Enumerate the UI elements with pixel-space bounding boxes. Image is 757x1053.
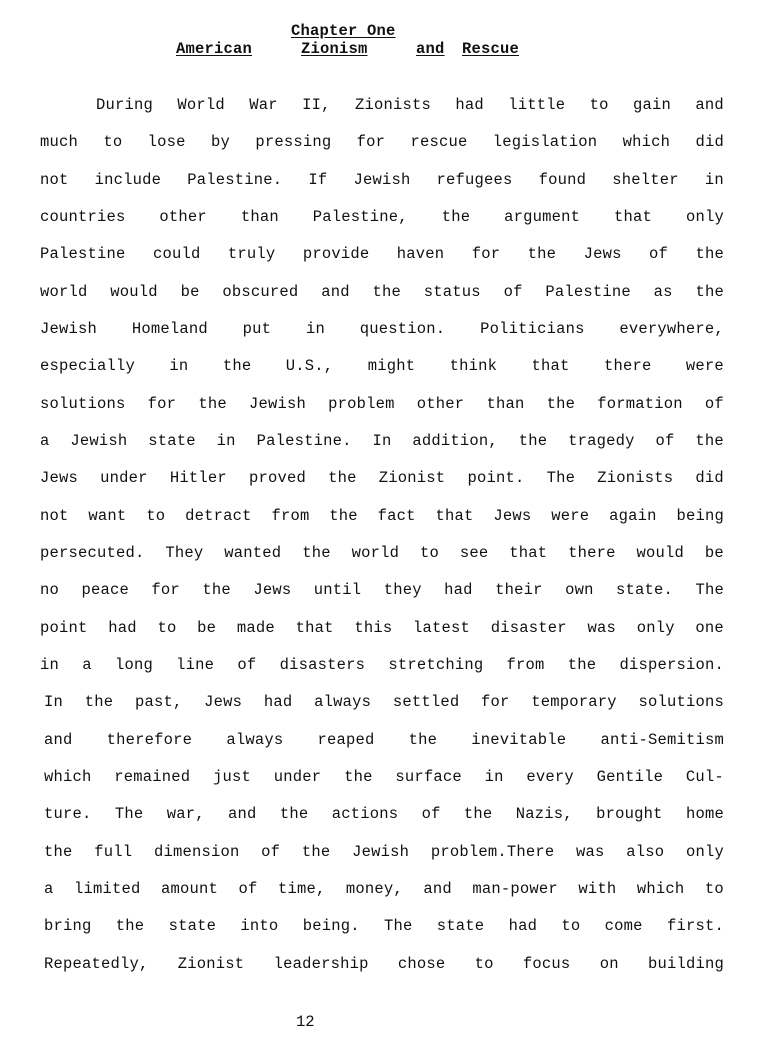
body-word: war, <box>166 805 205 823</box>
body-word: settled <box>392 693 460 711</box>
body-word: dispersion. <box>619 656 724 674</box>
body-word: shelter <box>612 171 679 189</box>
body-line <box>40 618 724 638</box>
body-line <box>44 842 724 862</box>
body-word: which <box>44 768 92 786</box>
body-word: Gentile <box>596 768 664 786</box>
body-word: wanted <box>224 544 282 562</box>
body-word: in <box>484 768 504 786</box>
body-word: for <box>356 133 386 151</box>
body-word: War <box>249 96 278 114</box>
body-word: a <box>82 656 92 674</box>
body-word: that <box>435 507 474 525</box>
chapter-title-rescue: Rescue <box>462 40 520 58</box>
body-word: for <box>151 581 180 599</box>
body-line <box>40 170 724 190</box>
body-word: from <box>506 656 545 674</box>
body-word: of <box>261 843 281 861</box>
body-word: remained <box>114 768 191 786</box>
body-word: did <box>695 133 724 151</box>
body-word: the <box>84 693 114 711</box>
body-line <box>40 207 724 227</box>
body-word: a <box>44 880 54 898</box>
body-word: which <box>636 880 685 898</box>
body-line <box>44 954 724 974</box>
body-word: be <box>704 544 724 562</box>
body-word: man-power <box>472 880 558 898</box>
body-word: had <box>108 619 137 637</box>
body-word: the <box>44 843 73 861</box>
body-word: Jews <box>583 245 622 263</box>
body-word: Palestine <box>545 283 631 301</box>
body-word: with <box>578 880 617 898</box>
body-word: state <box>436 917 485 935</box>
body-word: of <box>421 805 441 823</box>
body-word: there <box>568 544 616 562</box>
body-word: problem <box>328 395 395 413</box>
body-word: and <box>44 731 73 749</box>
body-word: surface <box>395 768 462 786</box>
body-word: the <box>408 731 438 749</box>
body-word: anti-Semitism <box>600 731 724 749</box>
body-word: had <box>444 581 473 599</box>
body-word: to <box>419 544 439 562</box>
body-word: of <box>238 880 258 898</box>
body-word: disaster <box>490 619 567 637</box>
body-word: to <box>561 917 581 935</box>
body-word: to <box>103 133 123 151</box>
body-word: be <box>180 283 200 301</box>
body-word: other <box>159 208 207 226</box>
body-word: Zionist <box>177 955 245 973</box>
body-word: the <box>301 843 331 861</box>
body-word: only <box>685 208 724 226</box>
body-word: in <box>169 357 189 375</box>
body-word: especially <box>40 357 136 375</box>
body-word: Jews <box>253 581 292 599</box>
chapter-label: Chapter One <box>291 22 396 40</box>
body-word: being. <box>302 917 360 935</box>
body-word: always <box>226 731 284 749</box>
body-word: formation <box>597 395 683 413</box>
body-word: inevitable <box>471 731 567 749</box>
body-word: point. <box>467 469 525 487</box>
body-word: The <box>695 581 724 599</box>
body-word: would <box>110 283 158 301</box>
body-word: Hitler <box>169 469 227 487</box>
body-word: stretching <box>388 656 484 674</box>
body-word: until <box>313 581 362 599</box>
body-line <box>40 655 724 675</box>
body-word: latest <box>413 619 471 637</box>
body-word: pressing <box>255 133 332 151</box>
body-word: Jewish <box>70 432 128 450</box>
body-word: the <box>567 656 597 674</box>
body-word: were <box>551 507 590 525</box>
body-word: dimension <box>153 843 240 861</box>
body-line <box>96 95 724 115</box>
body-word: lose <box>147 133 186 151</box>
body-word: long <box>114 656 153 674</box>
body-word: Zionists <box>597 469 674 487</box>
body-word: Zionist <box>378 469 446 487</box>
body-word: leadership <box>273 955 369 973</box>
body-word: countries <box>40 208 126 226</box>
body-word: The <box>114 805 144 823</box>
body-word: bring <box>44 917 92 935</box>
body-word: being <box>676 507 724 525</box>
body-word: also <box>626 843 665 861</box>
body-word: therefore <box>106 731 193 749</box>
body-word: to <box>474 955 494 973</box>
body-word: II, <box>302 96 331 114</box>
body-word: put <box>242 320 272 338</box>
body-word: into <box>240 917 279 935</box>
body-word: disasters <box>279 656 366 674</box>
body-word: World <box>177 96 225 114</box>
body-word: in <box>704 171 724 189</box>
body-word: truly <box>227 245 276 263</box>
body-word: little <box>508 96 566 114</box>
body-word: had <box>263 693 293 711</box>
body-word: Jews <box>493 507 532 525</box>
body-word: might <box>367 357 416 375</box>
body-word: peace <box>81 581 129 599</box>
body-word: obscured <box>222 283 299 301</box>
body-word: state <box>168 917 217 935</box>
body-word: include <box>94 171 162 189</box>
body-word: was <box>587 619 616 637</box>
body-word: only <box>636 619 675 637</box>
body-line <box>44 767 724 787</box>
body-word: there <box>603 357 652 375</box>
body-word: be <box>197 619 217 637</box>
body-word: Palestine, <box>312 208 408 226</box>
body-line <box>44 879 724 899</box>
body-word: the <box>344 768 373 786</box>
body-line <box>40 356 724 376</box>
body-word: of <box>649 245 669 263</box>
body-word: amount <box>160 880 218 898</box>
body-word: of <box>237 656 257 674</box>
body-word: again <box>609 507 657 525</box>
body-word: than <box>486 395 525 413</box>
body-line <box>40 394 724 414</box>
body-word: The <box>546 469 576 487</box>
body-word: on <box>599 955 619 973</box>
body-word: that <box>614 208 653 226</box>
body-word: Jewish <box>352 843 410 861</box>
body-word: and <box>321 283 350 301</box>
body-word: as <box>653 283 673 301</box>
body-word: the <box>527 245 557 263</box>
body-word: argument <box>504 208 581 226</box>
body-word: the <box>202 581 231 599</box>
body-word: had <box>455 96 484 114</box>
body-word: always <box>314 693 372 711</box>
body-word: every <box>526 768 574 786</box>
body-word: for <box>471 245 501 263</box>
body-word: no <box>40 581 60 599</box>
body-word: limited <box>73 880 141 898</box>
body-word: In <box>372 432 392 450</box>
body-word: a <box>40 432 50 450</box>
body-word: persecuted. <box>40 544 145 562</box>
body-word: Jews <box>40 469 79 487</box>
body-word: see <box>459 544 489 562</box>
body-word: of <box>655 432 675 450</box>
body-word: the <box>329 507 358 525</box>
body-word: During <box>96 96 154 114</box>
body-word: did <box>695 469 724 487</box>
body-word: much <box>40 133 79 151</box>
body-word: had <box>508 917 538 935</box>
body-word: full <box>94 843 133 861</box>
body-word: the <box>115 917 145 935</box>
body-word: first. <box>666 917 724 935</box>
body-word: under <box>100 469 148 487</box>
body-word: the <box>328 469 357 487</box>
body-word: detract <box>185 507 252 525</box>
body-word: U.S., <box>285 357 334 375</box>
body-word: world <box>351 544 400 562</box>
body-word: provide <box>302 245 370 263</box>
body-line <box>40 282 724 302</box>
body-word: legislation <box>492 133 598 151</box>
body-word: own <box>565 581 594 599</box>
body-word: Nazis, <box>515 805 573 823</box>
body-word: than <box>240 208 279 226</box>
body-word: just <box>213 768 252 786</box>
body-line <box>44 804 724 824</box>
body-word: the <box>546 395 576 413</box>
body-word: their <box>495 581 543 599</box>
body-word: brought <box>596 805 663 823</box>
body-word: question. <box>359 320 446 338</box>
body-word: only <box>685 843 724 861</box>
body-word: fact <box>377 507 416 525</box>
body-word: the <box>518 432 548 450</box>
page-number: 12 <box>296 1013 315 1031</box>
body-word: under <box>273 768 322 786</box>
body-word: money, <box>345 880 403 898</box>
body-word: actions <box>331 805 399 823</box>
body-word: were <box>685 357 724 375</box>
body-word: past, <box>134 693 183 711</box>
body-word: made <box>236 619 275 637</box>
body-word: to <box>146 507 166 525</box>
body-word: Jews <box>204 693 243 711</box>
chapter-title-american: American <box>176 40 253 58</box>
body-word: from <box>271 507 310 525</box>
body-word: in <box>216 432 236 450</box>
chapter-title-zionism: Zionism <box>301 40 368 58</box>
body-word: If <box>308 171 328 189</box>
body-word: problem.There <box>430 843 555 861</box>
body-line <box>44 692 724 712</box>
body-word: home <box>685 805 724 823</box>
body-word: They <box>165 544 204 562</box>
body-word: they <box>383 581 422 599</box>
body-word: everywhere, <box>619 320 724 338</box>
body-word: world <box>40 283 88 301</box>
body-word: which <box>622 133 671 151</box>
body-word: not <box>40 507 69 525</box>
body-word: other <box>416 395 465 413</box>
body-word: Cul- <box>685 768 724 786</box>
body-line <box>44 730 724 750</box>
body-word: addition, <box>412 432 498 450</box>
body-word: to <box>589 96 609 114</box>
body-line <box>40 319 724 339</box>
body-word: Jewish <box>248 395 306 413</box>
body-word: Repeatedly, <box>44 955 149 973</box>
body-word: and <box>695 96 724 114</box>
body-word: refugees <box>436 171 513 189</box>
body-line <box>44 916 724 936</box>
body-word: think <box>449 357 498 375</box>
body-word: not <box>40 171 69 189</box>
body-word: that <box>295 619 334 637</box>
body-word: the <box>198 395 227 413</box>
body-word: the <box>695 432 724 450</box>
body-word: this <box>354 619 393 637</box>
body-word: status <box>423 283 481 301</box>
body-word: that <box>531 357 570 375</box>
body-word: state. <box>616 581 674 599</box>
body-word: tragedy <box>568 432 635 450</box>
body-line <box>40 132 724 152</box>
body-word: Jewish <box>40 320 98 338</box>
body-word: time, <box>277 880 326 898</box>
body-word: of <box>704 395 724 413</box>
body-word: the <box>372 283 401 301</box>
body-word: point <box>40 619 88 637</box>
body-word: to <box>157 619 177 637</box>
body-word: the <box>279 805 309 823</box>
body-word: state <box>148 432 196 450</box>
body-word: to <box>704 880 724 898</box>
body-word: line <box>176 656 215 674</box>
body-word: chose <box>397 955 446 973</box>
body-word: Politicians <box>480 320 585 338</box>
body-word: in <box>305 320 325 338</box>
body-word: the <box>695 283 724 301</box>
body-word: In <box>44 693 64 711</box>
body-word: gain <box>633 96 672 114</box>
body-word: haven <box>396 245 445 263</box>
body-line <box>40 580 724 600</box>
body-word: proved <box>248 469 306 487</box>
body-word: for <box>481 693 510 711</box>
body-line <box>40 506 724 526</box>
body-word: reaped <box>317 731 375 749</box>
body-word: would <box>636 544 685 562</box>
body-word: Palestine. <box>256 432 352 450</box>
body-word: in <box>40 656 60 674</box>
body-word: was <box>576 843 605 861</box>
body-word: Zionists <box>355 96 432 114</box>
body-word: the <box>695 245 724 263</box>
body-word: building <box>647 955 724 973</box>
body-word: Palestine <box>40 245 126 263</box>
body-word: one <box>695 619 724 637</box>
body-line <box>40 244 724 264</box>
body-word: solutions <box>40 395 126 413</box>
body-word: rescue <box>410 133 468 151</box>
body-line <box>40 431 724 451</box>
body-word: The <box>383 917 413 935</box>
body-word: Homeland <box>131 320 208 338</box>
body-word: focus <box>522 955 571 973</box>
body-line <box>40 468 724 488</box>
body-word: and <box>228 805 257 823</box>
body-word: found <box>538 171 587 189</box>
body-word: solutions <box>638 693 724 711</box>
body-word: Palestine. <box>187 171 283 189</box>
body-word: come <box>604 917 643 935</box>
body-word: the <box>302 544 331 562</box>
chapter-title-and: and <box>416 40 445 58</box>
body-word: that <box>509 544 548 562</box>
body-word: want <box>88 507 127 525</box>
body-word: of <box>503 283 523 301</box>
body-word: could <box>152 245 201 263</box>
body-word: temporary <box>531 693 617 711</box>
body-line <box>40 543 724 563</box>
body-word: for <box>147 395 177 413</box>
body-word: Jewish <box>353 171 411 189</box>
body-word: and <box>423 880 452 898</box>
body-word: the <box>463 805 493 823</box>
body-word: the <box>222 357 252 375</box>
body-word: the <box>441 208 471 226</box>
body-word: ture. <box>44 805 92 823</box>
body-word: by <box>210 133 230 151</box>
